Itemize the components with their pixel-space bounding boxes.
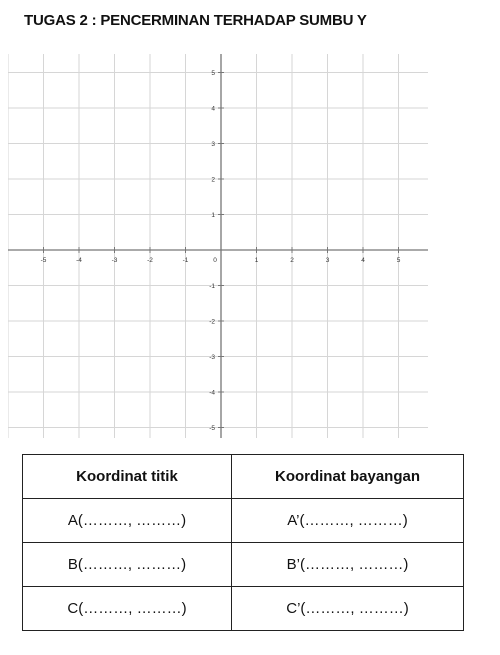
y-tick-label: -4 <box>209 389 215 397</box>
y-tick-label: -2 <box>209 318 215 326</box>
x-tick-label: 1 <box>254 257 259 264</box>
header-koordinat-bayangan: Koordinat bayangan <box>232 455 464 499</box>
y-tick-label: 5 <box>211 70 215 77</box>
y-tick-label: -5 <box>209 425 215 432</box>
y-tick-label: 3 <box>211 141 215 148</box>
y-tick-label: -3 <box>209 354 215 361</box>
y-tick-label: 2 <box>211 176 215 184</box>
y-tick-label: -1 <box>209 283 215 290</box>
page-title: TUGAS 2 : PENCERMINAN TERHADAP SUMBU Y <box>24 12 367 29</box>
cell-image-b: B’(………, ………) <box>232 543 464 587</box>
x-tick-label: -5 <box>40 257 47 264</box>
cell-point-b: B(………, ………) <box>23 543 232 587</box>
cartesian-plane <box>8 54 428 438</box>
cell-point-a: A(………, ………) <box>23 499 232 543</box>
table-row <box>23 587 464 631</box>
coordinate-grid <box>8 54 428 438</box>
cell-point-c: C(………, ………) <box>23 587 232 631</box>
x-tick-label: 4 <box>361 257 365 264</box>
y-tick-label: 4 <box>211 105 215 113</box>
table-row <box>23 499 464 543</box>
table-row <box>23 543 464 587</box>
x-tick-label: -2 <box>147 257 153 264</box>
header-koordinat-titik: Koordinat titik <box>23 455 232 499</box>
x-tick-label: 3 <box>325 257 330 264</box>
table-header-row <box>23 455 464 499</box>
y-tick-label: 1 <box>211 212 215 219</box>
x-tick-label: 5 <box>396 257 401 264</box>
coordinate-table <box>22 454 464 631</box>
cell-image-a: A’(………, ………) <box>232 499 464 543</box>
x-tick-label: -4 <box>76 257 82 264</box>
cell-image-c: C’(………, ………) <box>232 587 464 631</box>
x-tick-label: -1 <box>182 257 189 264</box>
x-tick-label: 2 <box>290 257 294 264</box>
x-tick-label: 0 <box>213 257 217 264</box>
x-tick-label: -3 <box>111 257 118 264</box>
